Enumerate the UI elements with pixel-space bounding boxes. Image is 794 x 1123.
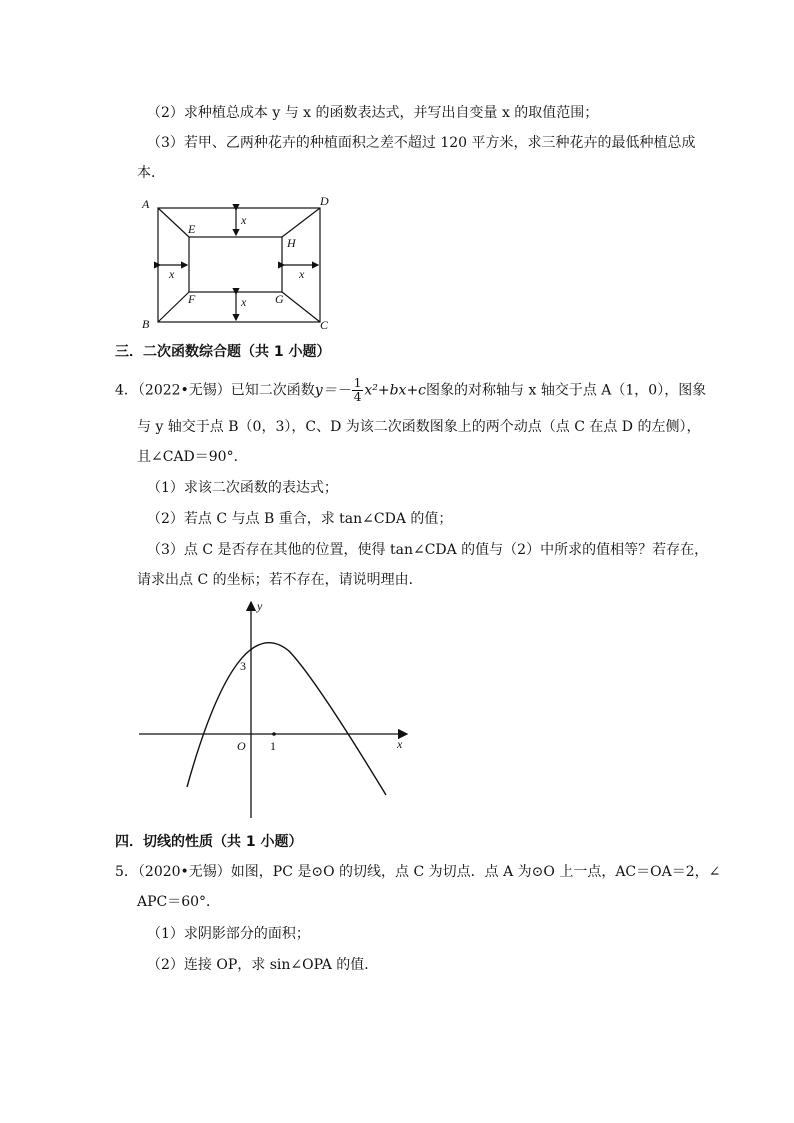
q4-line1 <box>115 377 706 404</box>
q4-line1-tail: 图象的对称轴与 x 轴交于点 A（1，0），图象 <box>426 382 707 399</box>
y-axis-label: y <box>257 599 263 613</box>
label-D: D <box>320 194 329 208</box>
q4-parabola-graph <box>135 598 420 823</box>
q3-part3-line1: （3）若甲、乙两种花卉的种植面积之差不超过 120 平方米，求三种花卉的最低种植总成 <box>147 135 696 151</box>
q3-part3-line2: 本． <box>137 165 165 181</box>
x-axis-label: x <box>397 737 403 751</box>
label-B: B <box>142 317 150 331</box>
q4-frac-num: 1 <box>353 376 362 390</box>
diag-BF <box>158 292 189 322</box>
q4-func-rhs: x²+bx+c <box>364 382 427 399</box>
diag-DH <box>282 208 320 237</box>
origin-label: O <box>237 739 246 753</box>
parabola-curve <box>187 643 386 795</box>
label-x-left: x <box>169 267 175 281</box>
q5-part2: （2）连接 OP，求 sin∠OPA 的值． <box>147 957 379 973</box>
q5-line1: 5．（2020•无锡）如图，PC 是⊙O 的切线，点 C 为切点．点 A 为⊙O 上一点，AC＝OA＝2，∠ <box>115 864 721 880</box>
label-x-top: x <box>241 213 247 227</box>
label-F: F <box>188 292 196 306</box>
diag-AE <box>158 208 189 237</box>
q4-prefix: 4．（2022•无锡）已知二次函数 <box>115 382 315 399</box>
section3-title: 三．二次函数综合题（共 1 小题） <box>115 344 331 360</box>
label-x-bottom: x <box>241 295 247 309</box>
label-A: A <box>142 197 150 211</box>
tick-x-1-label: 1 <box>270 739 276 753</box>
label-G: G <box>275 292 284 306</box>
label-E: E <box>188 222 196 236</box>
q4-func-lhs: y＝－ <box>314 382 351 399</box>
q5-line2: APC＝60°． <box>137 894 221 910</box>
q4-line3: 且∠CAD＝90°． <box>137 449 248 465</box>
q4-part3-line1: （3）点 C 是否存在其他的位置，使得 tan∠CDA 的值与（2）中所求的值相等？若存在， <box>147 542 709 558</box>
q3-part2: （2）求种植总成本 y 与 x 的函数表达式，并写出自变量 x 的取值范围； <box>147 105 599 121</box>
label-x-right: x <box>299 267 305 281</box>
section4-title: 四．切线的性质（共 1 小题） <box>115 834 303 850</box>
label-C: C <box>320 318 329 332</box>
tick-y-3-label: 3 <box>240 659 246 673</box>
q4-frac-den: 4 <box>353 390 362 404</box>
q4-part3-line2: 请求出点 C 的坐标；若不存在，请说明理由． <box>137 572 423 588</box>
label-H: H <box>287 236 296 250</box>
q4-part1: （1）求该二次函数的表达式； <box>147 480 338 496</box>
q3-garden-figure <box>130 190 350 335</box>
q4-fraction <box>352 377 364 404</box>
inner-rectangle <box>189 237 282 292</box>
q4-line2: 与 y 轴交于点 B（0，3），C、D 为该二次函数图象上的两个动点（点 C 在点 D 的左侧）， <box>137 419 701 435</box>
q5-part1: （1）求阴影部分的面积； <box>147 926 310 942</box>
tick-point-1 <box>272 732 276 736</box>
q4-part2: （2）若点 C 与点 B 重合，求 tan∠CDA 的值； <box>147 511 453 527</box>
diag-CG <box>282 292 320 322</box>
